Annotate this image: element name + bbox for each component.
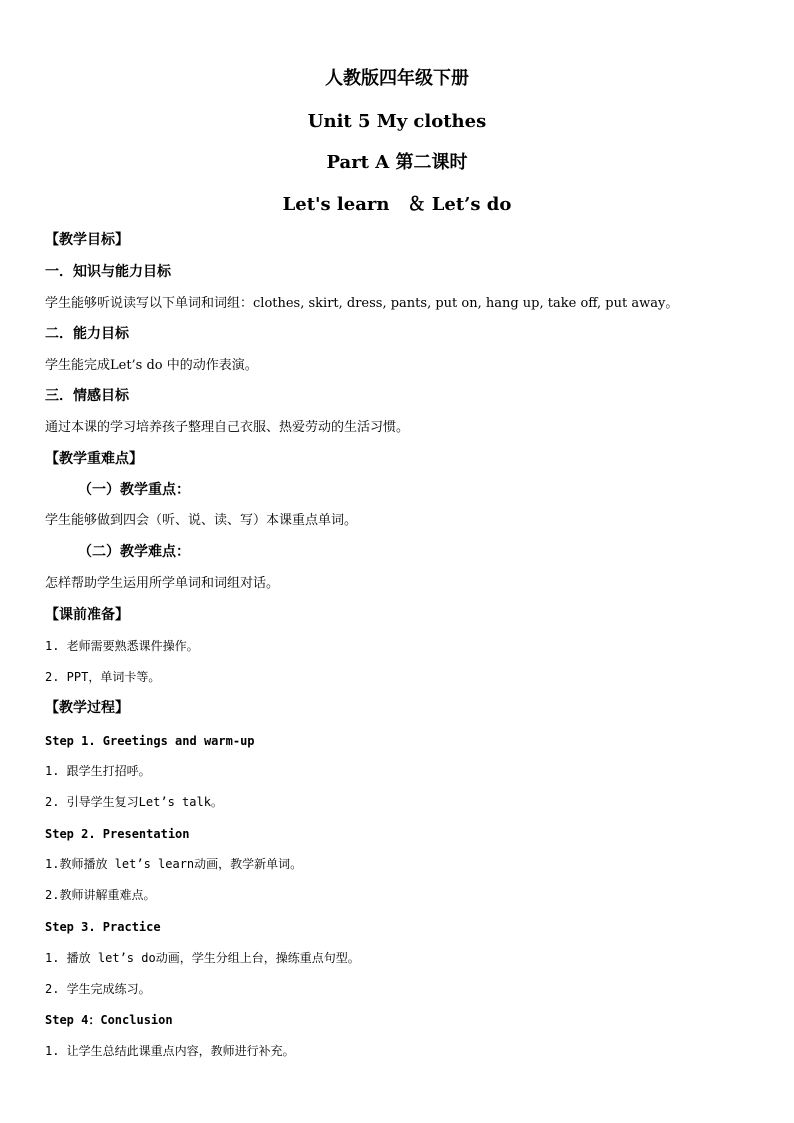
process-heading: 【教学过程】 — [45, 700, 129, 716]
keypoints-heading: 【教学重难点】 — [45, 451, 143, 467]
doc-title-part: Part A 第二课时 — [326, 152, 468, 173]
objective-3-text: 通过本课的学习培养孩子整理自己衣服、热爱劳动的生活习惯。 — [45, 420, 410, 435]
step-3-heading: Step 3. Practice — [45, 920, 161, 934]
preparation-heading: 【课前准备】 — [45, 607, 129, 623]
doc-title-grade: 人教版四年级下册 — [325, 68, 469, 89]
step-3-item-1: 1. 播放 let’s do动画，学生分组上台，操练重点句型。 — [45, 951, 360, 965]
key-points-subheading: （一）教学重点： — [78, 482, 190, 498]
objective-1-heading: 一．知识与能力目标 — [45, 264, 171, 280]
step-1-item-1: 1. 跟学生打招呼。 — [45, 764, 151, 778]
step-1-heading: Step 1. Greetings and warm-up — [45, 734, 255, 748]
objectives-heading: 【教学目标】 — [45, 232, 129, 248]
step-1-item-2: 2. 引导学生复习Let’s talk。 — [45, 795, 223, 809]
step-4-item-1: 1. 让学生总结此课重点内容，教师进行补充。 — [45, 1044, 295, 1058]
objective-3-heading: 三．情感目标 — [45, 388, 129, 404]
key-points-text: 学生能够做到四会（听、说、读、写）本课重点单词。 — [45, 513, 358, 528]
objective-1-text: 学生能够听说读写以下单词和词组：clothes, skirt, dress, pants, put on, hang up, take off, put away。 — [45, 296, 679, 311]
doc-title-lesson: Let's learn ＆ Let’s do — [282, 194, 512, 215]
objective-2-heading: 二．能力目标 — [45, 326, 129, 342]
step-3-item-2: 2. 学生完成练习。 — [45, 982, 151, 996]
preparation-item-1: 1. 老师需要熟悉课件操作。 — [45, 639, 199, 653]
preparation-item-2: 2. PPT，单词卡等。 — [45, 670, 161, 684]
step-2-item-1: 1.教师播放 let’s learn动画，教学新单词。 — [45, 857, 303, 871]
difficulties-text: 怎样帮助学生运用所学单词和词组对话。 — [45, 576, 280, 591]
difficulties-subheading: （二）教学难点： — [78, 544, 190, 560]
step-4-heading: Step 4：Conclusion — [45, 1013, 173, 1027]
doc-title-unit: Unit 5 My clothes — [307, 111, 487, 132]
step-2-heading: Step 2. Presentation — [45, 827, 190, 841]
step-2-item-2: 2.教师讲解重难点。 — [45, 888, 156, 902]
objective-2-text: 学生能完成Let’s do 中的动作表演。 — [45, 358, 258, 373]
